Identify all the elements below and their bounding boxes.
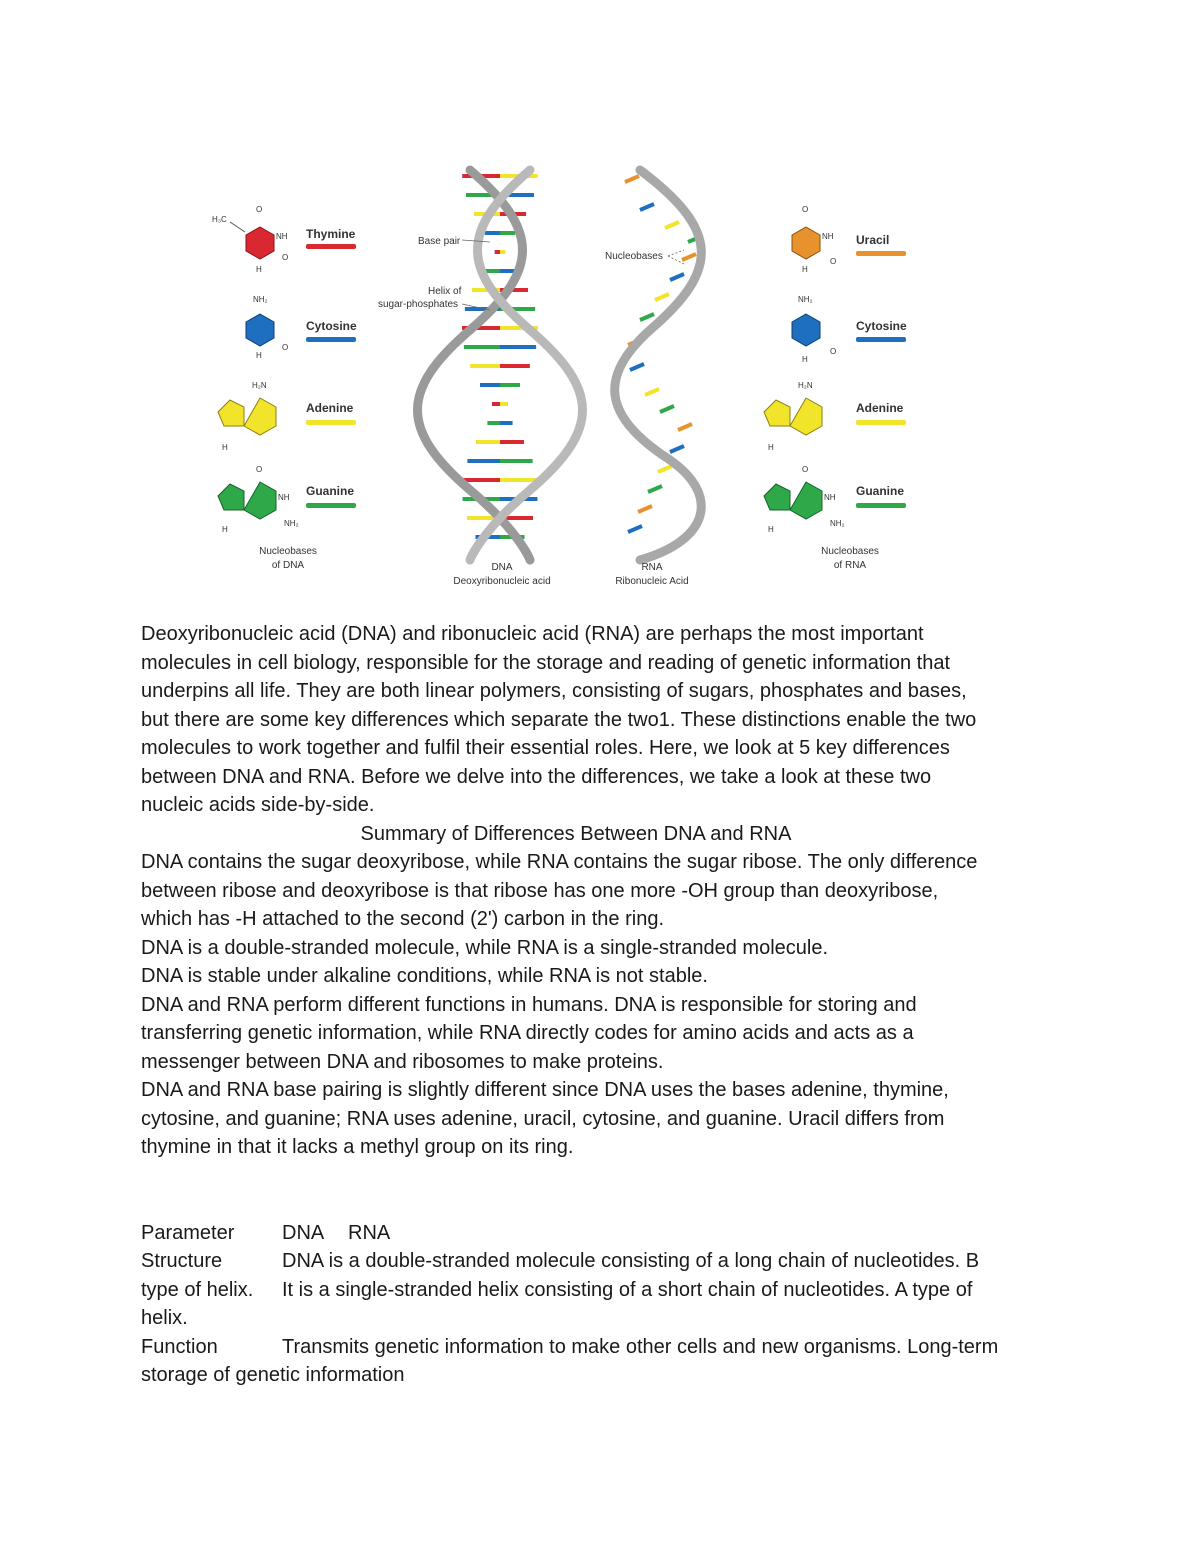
svg-text:O: O — [802, 465, 809, 474]
rna-nucleobase-tick — [655, 294, 669, 300]
table-row — [141, 1276, 1071, 1305]
rna-nucleobase-tick — [665, 222, 679, 228]
rna-nucleobase-tick — [682, 254, 696, 260]
svg-text:H: H — [222, 525, 228, 534]
dna-base-label-cytosine: Cytosine — [306, 319, 357, 333]
rna-nucleobase-tick — [630, 364, 644, 370]
rna-single-helix — [605, 170, 702, 587]
table-cell-parameter: type of helix. — [141, 1278, 254, 1301]
rna-base-label-adenine: Adenine — [856, 401, 904, 415]
rna-nucleobase-tick — [638, 506, 652, 512]
adenine-ring-icon — [218, 398, 276, 435]
rna-cytosine-bar — [856, 337, 906, 342]
svg-text:NH₂: NH₂ — [253, 295, 268, 304]
cytosine-ring-icon — [246, 314, 274, 346]
intro-line: Deoxyribonucleic acid (DNA) and ribonucleic acid (RNA) are perhaps the most important — [141, 623, 924, 645]
table-cell-value: Transmits genetic information to make other cells and new organisms. Long-term — [282, 1335, 999, 1358]
summary-line: DNA contains the sugar deoxyribose, while RNA contains the sugar ribose. The only difference — [141, 851, 978, 873]
svg-text:NH₂: NH₂ — [830, 519, 845, 528]
summary-line: DNA is a double-stranded molecule, while RNA is a single-stranded molecule. — [141, 936, 829, 959]
rna-base-label-guanine: Guanine — [856, 484, 905, 498]
dna-double-helix — [378, 170, 583, 587]
table-cell-value: It is a single-stranded helix consisting of a short chain of nucleotides. A type of — [282, 1278, 973, 1301]
svg-text:O: O — [282, 343, 289, 352]
svg-text:H: H — [256, 351, 262, 360]
summary-list — [141, 848, 1071, 1162]
nucleobases-rna-caption-1: Nucleobases — [821, 546, 879, 557]
intro-paragraph — [141, 620, 1071, 820]
rna-adenine-ring-icon — [764, 398, 822, 435]
dna-base-label-guanine: Guanine — [306, 484, 355, 498]
guanine-ring-icon — [218, 482, 276, 519]
rna-cytosine-ring-icon — [792, 314, 820, 346]
intro-line: between DNA and RNA. Before we delve into the differences, we take a look at these two — [141, 765, 932, 788]
svg-text:H: H — [802, 265, 808, 274]
rna-adenine-bar — [856, 420, 906, 425]
rna-base-label-uracil: Uracil — [856, 233, 890, 247]
svg-text:O: O — [256, 465, 263, 474]
rna-nucleobase-tick — [658, 466, 672, 472]
dna-nucleobases-panel — [212, 205, 357, 571]
rna-nucleobase-tick — [678, 424, 692, 430]
rna-caption-1: RNA — [641, 562, 663, 573]
dna-base-label-thymine: Thymine — [306, 227, 356, 241]
summary-line: which has -H attached to the second (2') carbon in the ring. — [141, 908, 664, 930]
thymine-ring-icon — [246, 227, 274, 259]
table-header-parameter: Parameter — [141, 1221, 235, 1244]
table-cell-parameter: Structure — [141, 1250, 223, 1272]
summary-line: DNA is stable under alkaline conditions, while RNA is not stable. — [141, 965, 708, 987]
svg-text:O: O — [830, 257, 837, 266]
intro-line: but there are some key differences which separate the two1. These distinctions enable the two — [141, 708, 977, 731]
adenine-bar — [306, 420, 356, 425]
rna-nucleobase-tick — [640, 204, 654, 210]
rna-nucleobase-tick — [648, 486, 662, 492]
rna-nucleobase-tick — [645, 389, 659, 395]
nucleobases-rna-caption-2: of RNA — [833, 560, 867, 571]
svg-text:NH: NH — [822, 232, 834, 241]
rna-base-label-cytosine: Cytosine — [856, 319, 907, 333]
rna-backbone — [615, 170, 702, 560]
table-header-dna: DNA — [282, 1221, 325, 1244]
dna-caption-2: Deoxyribonucleic acid — [453, 576, 551, 587]
nucleobases-dna-caption-2: of DNA — [271, 560, 305, 571]
table-header-row — [141, 1219, 1071, 1248]
rna-guanine-bar — [856, 503, 906, 508]
rna-nucleobase-tick — [670, 274, 684, 280]
rna-nucleobase-tick — [640, 314, 654, 320]
intro-line: molecules in cell biology, responsible for the storage and reading of genetic information that — [141, 651, 950, 674]
cytosine-bar — [306, 337, 356, 342]
svg-text:H₂N: H₂N — [252, 381, 267, 390]
svg-text:H: H — [222, 443, 228, 452]
rna-nucleobase-tick — [628, 526, 642, 532]
guanine-bar — [306, 503, 356, 508]
table-row-continuation: storage of genetic information — [141, 1364, 405, 1386]
svg-text:NH: NH — [824, 493, 836, 502]
summary-line: messenger between DNA and ribosomes to make proteins. — [141, 1050, 664, 1073]
thymine-bar — [306, 244, 356, 249]
table-cell-parameter: Function — [141, 1335, 218, 1358]
comparison-table — [141, 1219, 1071, 1390]
svg-text:H: H — [802, 355, 808, 364]
uracil-bar — [856, 251, 906, 256]
svg-text:H: H — [768, 525, 774, 534]
svg-text:O: O — [282, 253, 289, 262]
dna-base-label-adenine: Adenine — [306, 401, 354, 415]
summary-heading: Summary of Differences Between DNA and RNA — [360, 822, 792, 845]
nucleobases-pointer-label: Nucleobases — [605, 251, 663, 262]
helix-label-1: Helix of — [428, 286, 462, 297]
table-row-continuation: helix. — [141, 1307, 188, 1329]
svg-text:O: O — [802, 205, 809, 214]
dna-base-pairs — [462, 176, 538, 537]
intro-line: nucleic acids side-by-side. — [141, 794, 375, 816]
helix-label-2: sugar-phosphates — [378, 299, 459, 310]
nucleobases-dna-caption-1: Nucleobases — [259, 546, 317, 557]
summary-line: DNA and RNA perform different functions in humans. DNA is responsible for storing and — [141, 993, 917, 1016]
table-row — [141, 1247, 1071, 1276]
intro-line: underpins all life. They are both linear polymers, consisting of sugars, phosphates and bases, — [141, 680, 967, 702]
svg-text:H: H — [256, 265, 262, 274]
rna-nucleobases-panel — [764, 205, 907, 571]
intro-line: molecules to work together and fulfil their essential roles. Here, we look at 5 key differences — [141, 737, 950, 759]
summary-line: thymine in that it lacks a methyl group on its ring. — [141, 1136, 574, 1158]
base-pair-label: Base pair — [418, 236, 461, 247]
svg-text:H₃C: H₃C — [212, 215, 227, 224]
dna-caption-1: DNA — [491, 562, 513, 573]
summary-line: between ribose and deoxyribose is that ribose has one more -OH group than deoxyribose, — [141, 879, 939, 902]
svg-text:H₂N: H₂N — [798, 381, 813, 390]
uracil-ring-icon — [792, 227, 820, 259]
svg-text:NH₂: NH₂ — [798, 295, 813, 304]
rna-caption-2: Ribonucleic Acid — [615, 576, 689, 587]
rna-nucleobase-tick — [625, 176, 639, 182]
rna-nucleobase-tick — [660, 406, 674, 412]
document-body — [141, 620, 1071, 1390]
summary-line: DNA and RNA base pairing is slightly different since DNA uses the bases adenine, thymine, — [141, 1079, 949, 1101]
table-row — [141, 1333, 1071, 1362]
summary-line: cytosine, and guanine; RNA uses adenine, uracil, cytosine, and guanine. Uracil differs from — [141, 1107, 945, 1130]
table-header-rna: RNA — [348, 1221, 391, 1244]
svg-text:H: H — [768, 443, 774, 452]
table-cell-value: DNA is a double-stranded molecule consisting of a long chain of nucleotides. B — [282, 1250, 980, 1272]
svg-text:O: O — [256, 205, 263, 214]
rna-guanine-ring-icon — [764, 482, 822, 519]
svg-text:NH: NH — [278, 493, 290, 502]
rna-nucleobase-tick — [670, 446, 684, 452]
dna-rna-diagram — [200, 160, 920, 600]
summary-line: transferring genetic information, while RNA directly codes for amino acids and acts as a — [141, 1022, 914, 1044]
svg-text:NH₂: NH₂ — [284, 519, 299, 528]
svg-text:NH: NH — [276, 232, 288, 241]
svg-text:O: O — [830, 347, 837, 356]
